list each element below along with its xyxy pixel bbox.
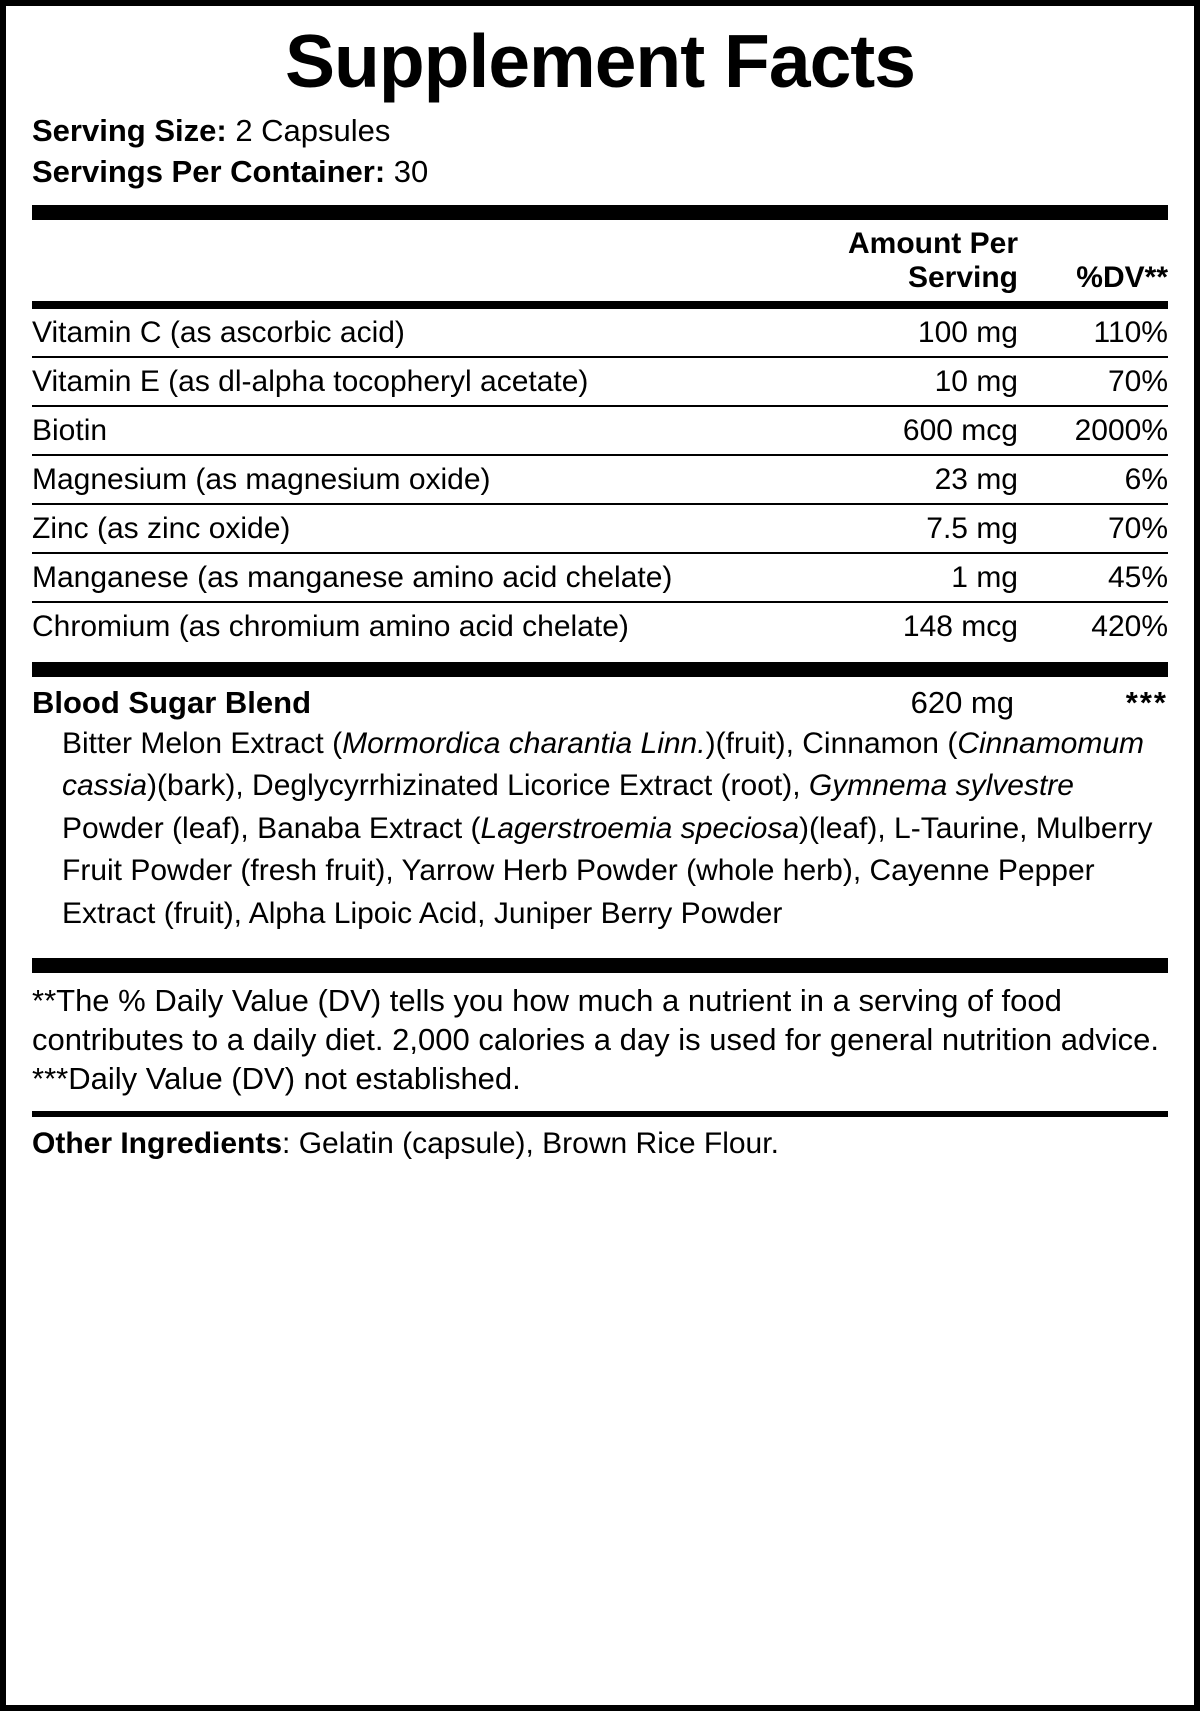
servings-per-container-label: Servings Per Container:	[32, 153, 386, 189]
table-row	[32, 602, 1168, 650]
nutrient-name: Zinc (as zinc oxide)	[32, 504, 803, 553]
table-row	[32, 455, 1168, 504]
nutrient-amount: 23 mg	[803, 455, 1018, 504]
divider-thick-blend	[32, 662, 1168, 677]
servings-per-container-value: 30	[393, 153, 429, 189]
nutrition-table	[32, 220, 1168, 301]
other-ingredients	[32, 1111, 1168, 1161]
daily-value-note: **The % Daily Value (DV) tells you how much a nutrient in a serving of food contributes to a daily diet. 2,000 calories a day is used for general nutrition advice.	[32, 982, 1159, 1057]
table-header-row	[32, 220, 1168, 301]
nutrient-name: Vitamin C (as ascorbic acid)	[32, 309, 803, 357]
nutrient-dv: 6%	[1018, 455, 1168, 504]
footnotes	[32, 973, 1168, 1101]
table-row	[32, 357, 1168, 406]
blend-header-row	[32, 677, 1168, 721]
nutrient-name: Vitamin E (as dl-alpha tocopheryl acetate)	[32, 357, 803, 406]
servings-per-container-line	[32, 152, 1168, 193]
nutrient-name: Biotin	[32, 406, 803, 455]
blend-amount: 620 mg	[910, 684, 1014, 720]
table-row	[32, 553, 1168, 602]
other-ingredients-label: Other Ingredients	[32, 1126, 283, 1160]
table-row	[32, 309, 1168, 357]
blend-ingredients: Bitter Melon Extract (Mormordica charantia Linn.)(fruit), Cinnamon (Cinnamomum cassia)(bark), Deglycyrrhizinated Licorice Extract (root), Gymnema sylvestre Powder (leaf), Banaba Extract (Lagerstroemia speciosa)(leaf), L-Taurine, Mulberry Fruit Powder (fresh fruit), Yarrow Herb Powder (whole herb), Cayenne Pepper Extract (fruit), Alpha Lipoic Acid, Juniper Berry Powder	[62, 726, 1153, 930]
nutrient-amount: 7.5 mg	[803, 504, 1018, 553]
nutrient-amount: 10 mg	[803, 357, 1018, 406]
table-row	[32, 406, 1168, 455]
serving-size-label: Serving Size:	[32, 112, 227, 148]
page-title: Supplement Facts	[285, 19, 915, 103]
divider-thick-top	[32, 205, 1168, 220]
divider-med-header	[32, 301, 1168, 309]
nutrient-dv: 110%	[1018, 309, 1168, 357]
nutrient-amount: 100 mg	[803, 309, 1018, 357]
nutrient-name: Manganese (as manganese amino acid chelate)	[32, 553, 803, 602]
divider-thick-footnotes	[32, 958, 1168, 973]
other-ingredients-value: : Gelatin (capsule), Brown Rice Flour.	[282, 1126, 779, 1160]
serving-size-value: 2 Capsules	[235, 112, 391, 148]
serving-size-line	[32, 111, 1168, 152]
table-row	[32, 504, 1168, 553]
nutrient-dv: 45%	[1018, 553, 1168, 602]
header-amount-per-serving: Amount Per Serving	[847, 226, 1018, 294]
header-blank	[32, 220, 803, 301]
nutrient-dv: 420%	[1091, 609, 1168, 643]
nutrient-name: Magnesium (as magnesium oxide)	[32, 455, 803, 504]
nutrient-dv: 70%	[1018, 357, 1168, 406]
nutrient-rows	[32, 309, 1168, 650]
blend-name: Blood Sugar Blend	[32, 684, 311, 720]
nutrient-name: Chromium (as chromium amino acid chelate)	[32, 609, 629, 643]
nutrient-dv: 70%	[1018, 504, 1168, 553]
nutrient-amount: 600 mcg	[803, 406, 1018, 455]
blend-dv: ***	[1125, 684, 1168, 720]
header-percent-dv: %DV**	[1076, 260, 1168, 294]
nutrient-dv: 2000%	[1018, 406, 1168, 455]
nutrient-amount: 148 mcg	[902, 609, 1018, 643]
dv-not-established-note: ***Daily Value (DV) not established.	[32, 1061, 521, 1097]
nutrient-amount: 1 mg	[803, 553, 1018, 602]
